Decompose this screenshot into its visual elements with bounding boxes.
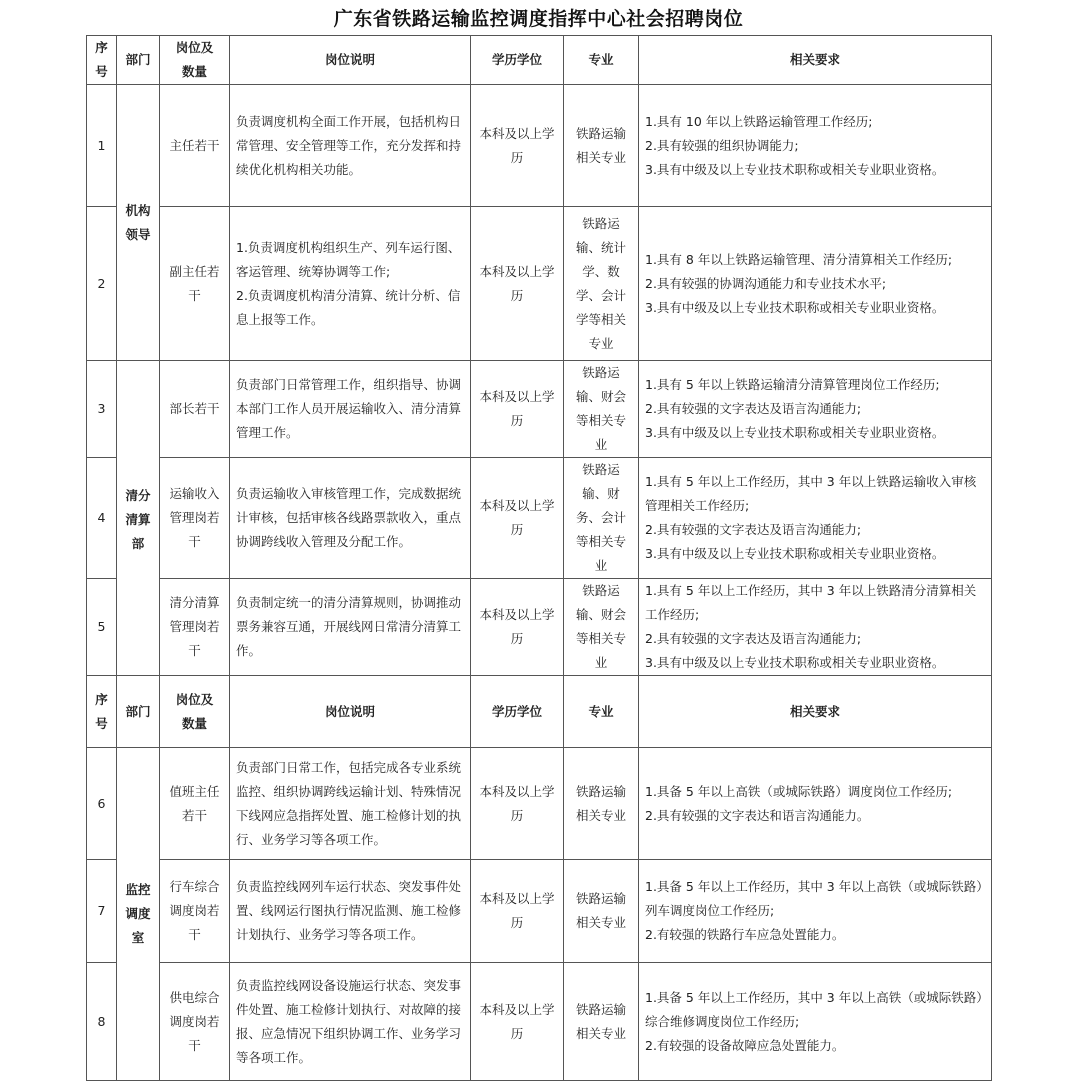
row-req: 1.具备 5 年以上高铁（或城际铁路）调度岗位工作经历; 2.具有较强的文字表达和语言沟通能力。 (639, 748, 992, 860)
row-edu: 本科及以上学历 (471, 860, 564, 963)
table-row (87, 748, 992, 860)
row-desc: 负责部门日常管理工作，组织指导、协调本部门工作人员开展运输收入、清分清算管理工作。 (230, 361, 471, 458)
row-major: 铁路运输相关专业 (564, 860, 639, 963)
row-no: 4 (87, 458, 117, 579)
row-no: 2 (87, 207, 117, 361)
row-req: 1.具有 8 年以上铁路运输管理、清分清算相关工作经历; 2.具有较强的协调沟通能力和专业技术水平; 3.具有中级及以上专业技术职称或相关专业职业资格。 (639, 207, 992, 361)
row-position: 供电综合调度岗若干 (160, 963, 230, 1081)
dept-leader: 机构 领导 (117, 85, 160, 361)
row-edu: 本科及以上学历 (471, 207, 564, 361)
header-req: 相关要求 (639, 36, 992, 85)
header-desc: 岗位说明 (230, 676, 471, 748)
page-title: 广东省铁路运输监控调度指挥中心社会招聘岗位 (333, 8, 744, 30)
row-position: 行车综合调度岗若干 (160, 860, 230, 963)
header-req: 相关要求 (639, 676, 992, 748)
row-req: 1.具有 5 年以上工作经历，其中 3 年以上铁路运输收入审核管理相关工作经历; 2.具有较强的文字表达及语言沟通能力; 3.具有中级及以上专业技术职称或相关专业职业资格。 (639, 458, 992, 579)
row-major: 铁路运输、财务、会计等相关专业 (564, 458, 639, 579)
row-no: 6 (87, 748, 117, 860)
table-row (87, 85, 992, 207)
header-dept: 部门 (117, 676, 160, 748)
row-desc: 负责监控线网列车运行状态、突发事件处置、线网运行图执行情况监测、施工检修计划执行、业务学习等各项工作。 (230, 860, 471, 963)
table-row (87, 207, 992, 361)
row-req: 1.具备 5 年以上工作经历，其中 3 年以上高铁（或城际铁路）列车调度岗位工作经历; 2.有较强的铁路行车应急处置能力。 (639, 860, 992, 963)
header-no: 序 号 (87, 36, 117, 85)
recruitment-table (86, 35, 992, 1081)
row-position: 值班主任若干 (160, 748, 230, 860)
row-req: 1.具有 5 年以上工作经历，其中 3 年以上铁路清分清算相关工作经历; 2.具有较强的文字表达及语言沟通能力; 3.具有中级及以上专业技术职称或相关专业职业资格。 (639, 579, 992, 676)
header-position: 岗位及 数量 (160, 36, 230, 85)
row-major: 铁路运输、财会等相关专业 (564, 361, 639, 458)
row-position: 清分清算管理岗若干 (160, 579, 230, 676)
row-edu: 本科及以上学历 (471, 963, 564, 1081)
table-row (87, 579, 992, 676)
row-desc: 负责调度机构全面工作开展，包括机构日常管理、安全管理等工作，充分发挥和持续优化机构相关功能。 (230, 85, 471, 207)
row-position: 主任若干 (160, 85, 230, 207)
header-no: 序 号 (87, 676, 117, 748)
row-no: 3 (87, 361, 117, 458)
row-desc: 负责制定统一的清分清算规则，协调推动票务兼容互通，开展线网日常清分清算工作。 (230, 579, 471, 676)
row-no: 7 (87, 860, 117, 963)
table-header-row (87, 676, 992, 748)
row-major: 铁路运输相关专业 (564, 748, 639, 860)
dept-clearing: 清分 清算 部 (117, 361, 160, 676)
row-edu: 本科及以上学历 (471, 361, 564, 458)
row-major: 铁路运输相关专业 (564, 963, 639, 1081)
row-no: 8 (87, 963, 117, 1081)
row-major: 铁路运输相关专业 (564, 85, 639, 207)
row-req: 1.具备 5 年以上工作经历，其中 3 年以上高铁（或城际铁路）综合维修调度岗位工作经历; 2.有较强的设备故障应急处置能力。 (639, 963, 992, 1081)
table-header-row (87, 36, 992, 85)
row-req: 1.具有 5 年以上铁路运输清分清算管理岗位工作经历; 2.具有较强的文字表达及语言沟通能力; 3.具有中级及以上专业技术职称或相关专业职业资格。 (639, 361, 992, 458)
row-position: 运输收入管理岗若干 (160, 458, 230, 579)
row-position: 副主任若干 (160, 207, 230, 361)
row-major: 铁路运输、财会等相关专业 (564, 579, 639, 676)
table-row (87, 458, 992, 579)
table-row (87, 963, 992, 1081)
header-edu: 学历学位 (471, 36, 564, 85)
header-dept: 部门 (117, 36, 160, 85)
row-major: 铁路运输、统计学、数学、会计学等相关专业 (564, 207, 639, 361)
row-req: 1.具有 10 年以上铁路运输管理工作经历; 2.具有较强的组织协调能力; 3.具有中级及以上专业技术职称或相关专业职业资格。 (639, 85, 992, 207)
row-edu: 本科及以上学历 (471, 458, 564, 579)
table-row (87, 361, 992, 458)
header-major: 专业 (564, 676, 639, 748)
row-no: 5 (87, 579, 117, 676)
row-position: 部长若干 (160, 361, 230, 458)
header-position: 岗位及 数量 (160, 676, 230, 748)
row-desc: 1.负责调度机构组织生产、列车运行图、客运管理、统筹协调等工作; 2.负责调度机构清分清算、统计分析、信息上报等工作。 (230, 207, 471, 361)
row-desc: 负责部门日常工作，包括完成各专业系统监控、组织协调跨线运输计划、特殊情况下线网应急指挥处置、施工检修计划的执行、业务学习等各项工作。 (230, 748, 471, 860)
header-major: 专业 (564, 36, 639, 85)
header-edu: 学历学位 (471, 676, 564, 748)
row-edu: 本科及以上学历 (471, 85, 564, 207)
row-edu: 本科及以上学历 (471, 748, 564, 860)
row-desc: 负责运输收入审核管理工作，完成数据统计审核，包括审核各线路票款收入，重点协调跨线收入管理及分配工作。 (230, 458, 471, 579)
dept-monitor: 监控 调度 室 (117, 748, 160, 1081)
table-row (87, 860, 992, 963)
row-edu: 本科及以上学历 (471, 579, 564, 676)
header-desc: 岗位说明 (230, 36, 471, 85)
row-desc: 负责监控线网设备设施运行状态、突发事件处置、施工检修计划执行、对故障的接报、应急情况下组织协调工作、业务学习等各项工作。 (230, 963, 471, 1081)
row-no: 1 (87, 85, 117, 207)
